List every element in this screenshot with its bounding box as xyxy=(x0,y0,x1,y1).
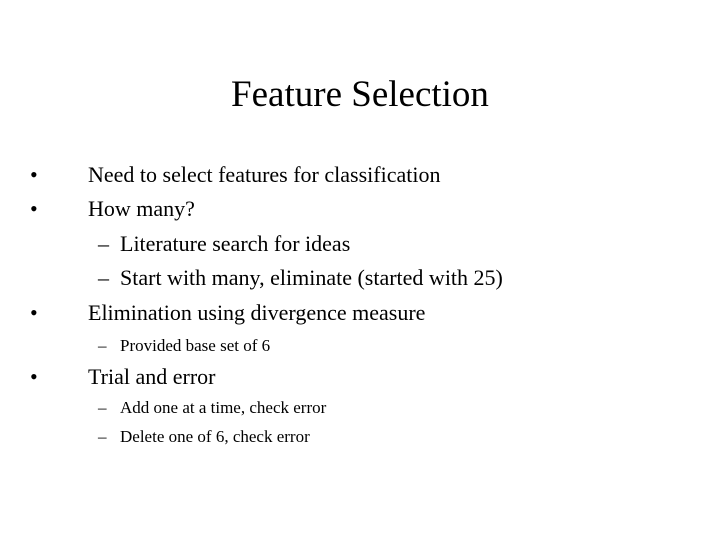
bullet-text: Trial and error xyxy=(88,364,216,389)
sub-bullet-marker: – xyxy=(98,336,107,355)
sub-bullet-text: Literature search for ideas xyxy=(120,231,351,256)
bullet-text: Elimination using divergence measure xyxy=(88,300,426,325)
bullet-marker: • xyxy=(30,364,38,389)
bullet-marker: • xyxy=(30,196,38,221)
sub-bullet-marker: – xyxy=(98,231,109,256)
sub-bullet-text: Add one at a time, check error xyxy=(120,398,327,417)
bullet-marker: • xyxy=(30,162,38,187)
sub-bullet-item xyxy=(0,265,720,291)
bullet-item xyxy=(0,196,720,222)
sub-bullet-text: Delete one of 6, check error xyxy=(120,427,310,446)
sub-bullet-item xyxy=(0,426,720,448)
bullet-item xyxy=(0,300,720,326)
bullet-text: Need to select features for classification xyxy=(88,162,441,187)
bullet-text: How many? xyxy=(88,196,195,221)
sub-bullet-marker: – xyxy=(98,398,107,417)
bullet-marker: • xyxy=(30,300,38,325)
sub-bullet-text: Start with many, eliminate (started with 25) xyxy=(120,265,503,290)
sub-bullet-item xyxy=(0,397,720,419)
sub-bullet-marker: – xyxy=(98,427,107,446)
sub-bullet-text: Provided base set of 6 xyxy=(120,336,271,355)
sub-bullet-item xyxy=(0,231,720,257)
slide-title: Feature Selection xyxy=(231,74,489,115)
sub-bullet-marker: – xyxy=(98,265,109,290)
bullet-item xyxy=(0,162,720,188)
bullet-item xyxy=(0,364,720,390)
sub-bullet-item xyxy=(0,335,720,357)
